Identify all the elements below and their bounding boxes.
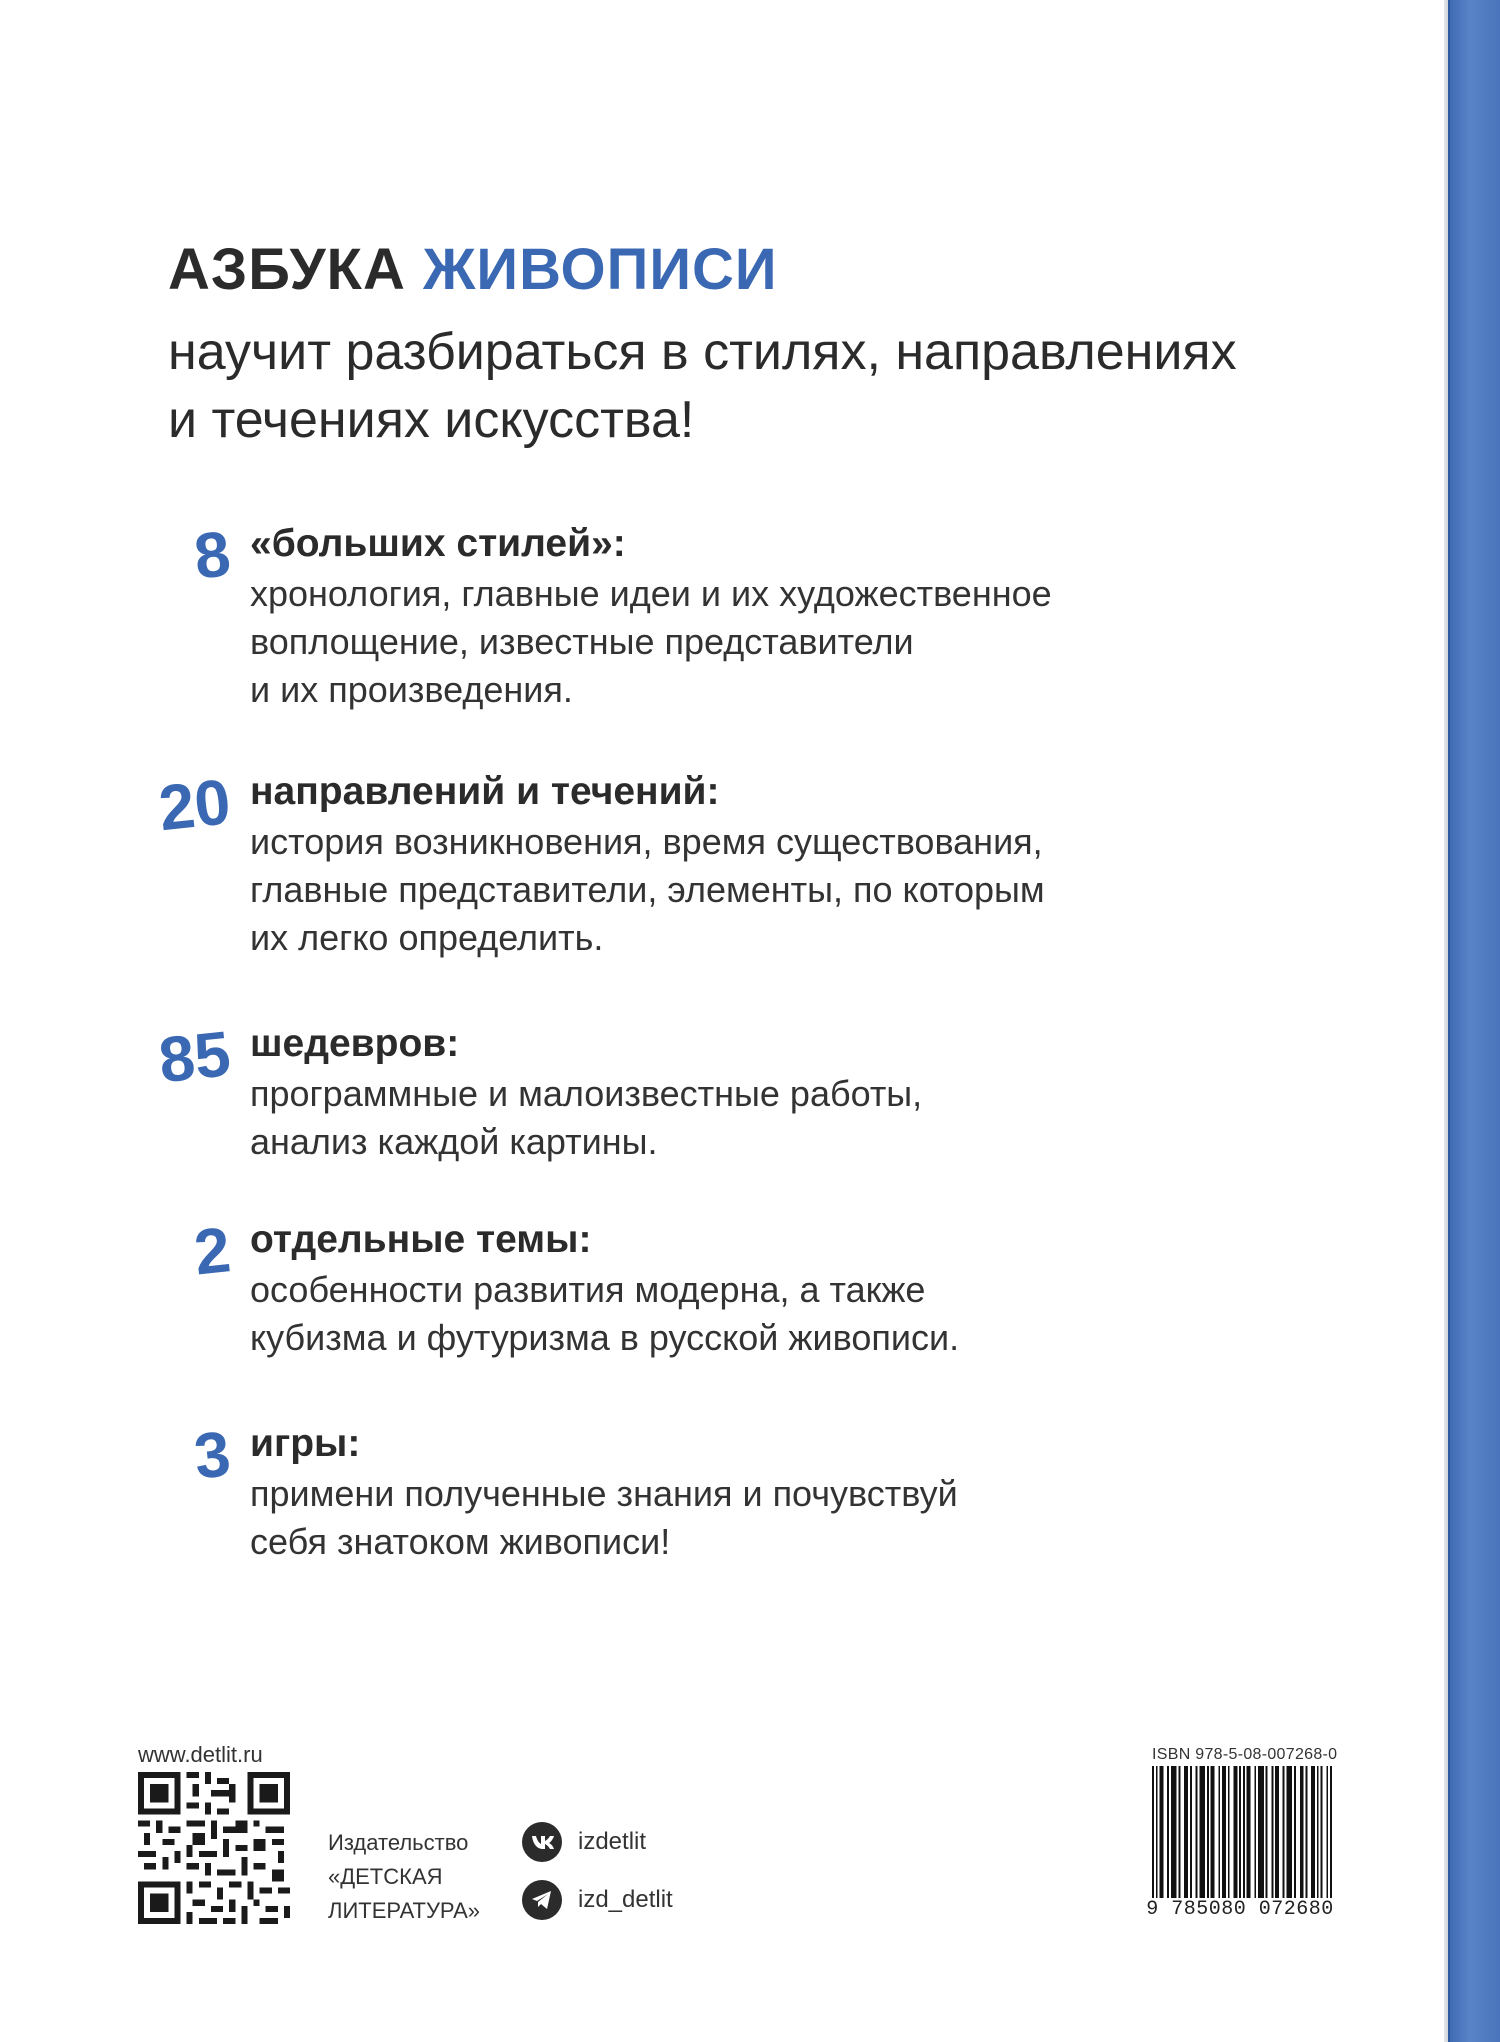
vk-link[interactable] <box>522 1820 646 1864</box>
subtitle: научит разбираться в стилях, направлениях и течениях искусства! <box>168 323 1237 449</box>
publisher-name: Издательство «ДЕТСКАЯ ЛИТЕРАТУРА» <box>328 1830 481 1923</box>
book-title <box>168 236 778 304</box>
feature-description: примени полученные знания и почувствуй себя знатоком живописи! <box>250 1473 958 1562</box>
feature-number: 85 <box>155 1017 234 1097</box>
website-link[interactable]: www.detlit.ru <box>138 1742 263 1767</box>
barcode-icon <box>1152 1766 1332 1916</box>
feature-description: история возникновения, время существования, главные представители, элементы, по которым их легко определить. <box>250 821 1045 958</box>
feature-title: «больших стилей»: <box>250 522 626 565</box>
feature-description: особенности развития модерна, а также кубизма и футуризма в русской живописи. <box>250 1269 960 1358</box>
feature-title: игры: <box>250 1422 361 1465</box>
feature-description: хронология, главные идеи и их художественное воплощение, известные представители и их произведения. <box>250 573 1052 710</box>
book-spine <box>1448 0 1500 2042</box>
feature-number: 2 <box>190 1213 234 1289</box>
feature-item <box>130 517 1230 720</box>
barcode-digits: 9 785080 072680 <box>1140 1898 1340 1921</box>
feature-description: программные и малоизвестные работы, анализ каждой картины. <box>250 1073 923 1162</box>
isbn-label: ISBN 978-5-08-007268-0 <box>1152 1746 1338 1763</box>
title-part-2: ЖИВОПИСИ <box>422 237 778 302</box>
telegram-link[interactable] <box>522 1878 673 1922</box>
feature-item <box>130 765 1230 968</box>
telegram-icon <box>522 1880 562 1920</box>
feature-number: 3 <box>190 1417 234 1493</box>
title-part-1: АЗБУКА <box>168 237 406 302</box>
feature-number: 8 <box>190 517 234 593</box>
feature-title: шедевров: <box>250 1022 460 1065</box>
telegram-handle: izd_detlit <box>578 1886 673 1913</box>
feature-item <box>130 1213 1230 1416</box>
vk-icon <box>522 1822 562 1862</box>
qr-code-icon <box>138 1772 290 1924</box>
feature-item <box>130 1017 1230 1220</box>
vk-handle: izdetlit <box>578 1828 647 1855</box>
feature-number: 20 <box>155 765 234 845</box>
feature-title: направлений и течений: <box>250 770 720 813</box>
feature-title: отдельные темы: <box>250 1218 592 1261</box>
feature-item <box>130 1417 1230 1620</box>
